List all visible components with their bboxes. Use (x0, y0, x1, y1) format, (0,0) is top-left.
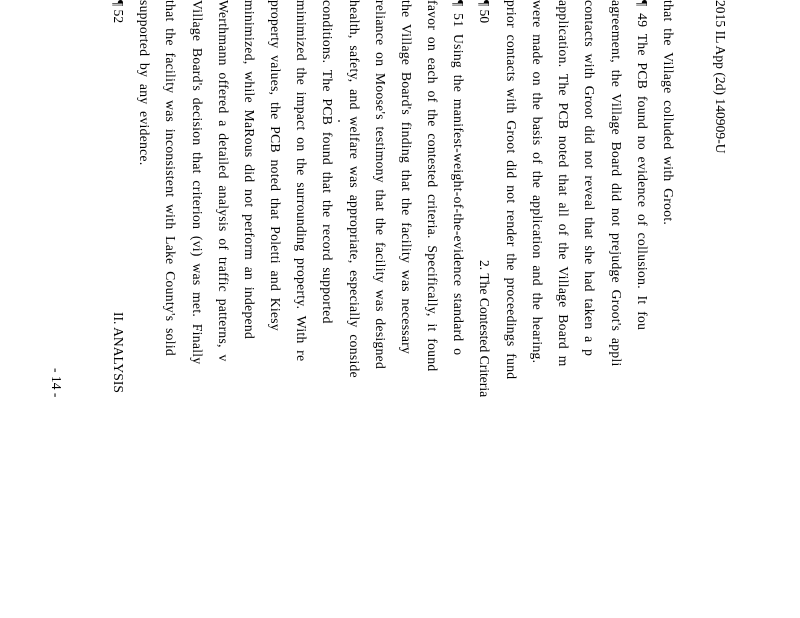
text-line: Village Board's decision that criterion (vi) was met. Finally (190, 0, 205, 365)
text-line: application. The PCB noted that all of the Village Board m (556, 0, 571, 367)
text-line: ¶ 51 Using the manifest-weight-of-the-evidence standard o (451, 0, 466, 356)
text-line: that the Village colluded with Groot. (661, 0, 676, 226)
text-line: were made on the basis of the application and the hearing. (530, 0, 545, 364)
section-heading-analysis: II. ANALYSIS (111, 312, 126, 393)
text-line: ¶ 49 The PCB found no evidence of collusion. It fou (635, 0, 650, 331)
text-line: supported by any evidence. (137, 0, 152, 166)
text-line: prior contacts with Groot did not render the proceedings fund (504, 0, 519, 380)
section-heading-contested-criteria: 2. The Contested Criteria (477, 260, 492, 398)
text-line: agreement, the Village Board did not prejudge Groot's appli (609, 0, 624, 367)
text-line: conditions. The PCB found that the record supported (320, 0, 335, 324)
paragraph-number: ¶ 50 (477, 0, 492, 24)
text-line: minimized the impact on the surrounding property. With re (294, 0, 309, 362)
rotated-document-page (49, 0, 739, 618)
text-line: contacts with Groot did not reveal that she had taken a p (582, 0, 597, 357)
paragraph-number: ¶ 52 (111, 0, 126, 24)
text-line: property values, the PCB noted that Poletti and Kiesy (268, 0, 283, 331)
text-line: that the facility was inconsistent with Lake County's solid (163, 0, 178, 357)
text-line: the Village Board's finding that the facility was necessary (399, 0, 414, 355)
text-line: favor on each of the contested criteria. Specifically, it found (425, 0, 440, 372)
case-citation: 2015 IL App (2d) 140909-U (713, 0, 728, 154)
speck-mark (338, 120, 340, 122)
text-line: reliance on Moose's testimony that the facility was designed (373, 0, 388, 370)
page-number: - 14 - (49, 368, 64, 398)
text-line: health, safety, and welfare was appropriate, especially conside (347, 0, 362, 378)
text-line: minimized, while MaRous did not perform an independ (242, 0, 257, 340)
text-line: Werthmann offered a detailed analysis of traffic patterns, v (216, 0, 231, 362)
